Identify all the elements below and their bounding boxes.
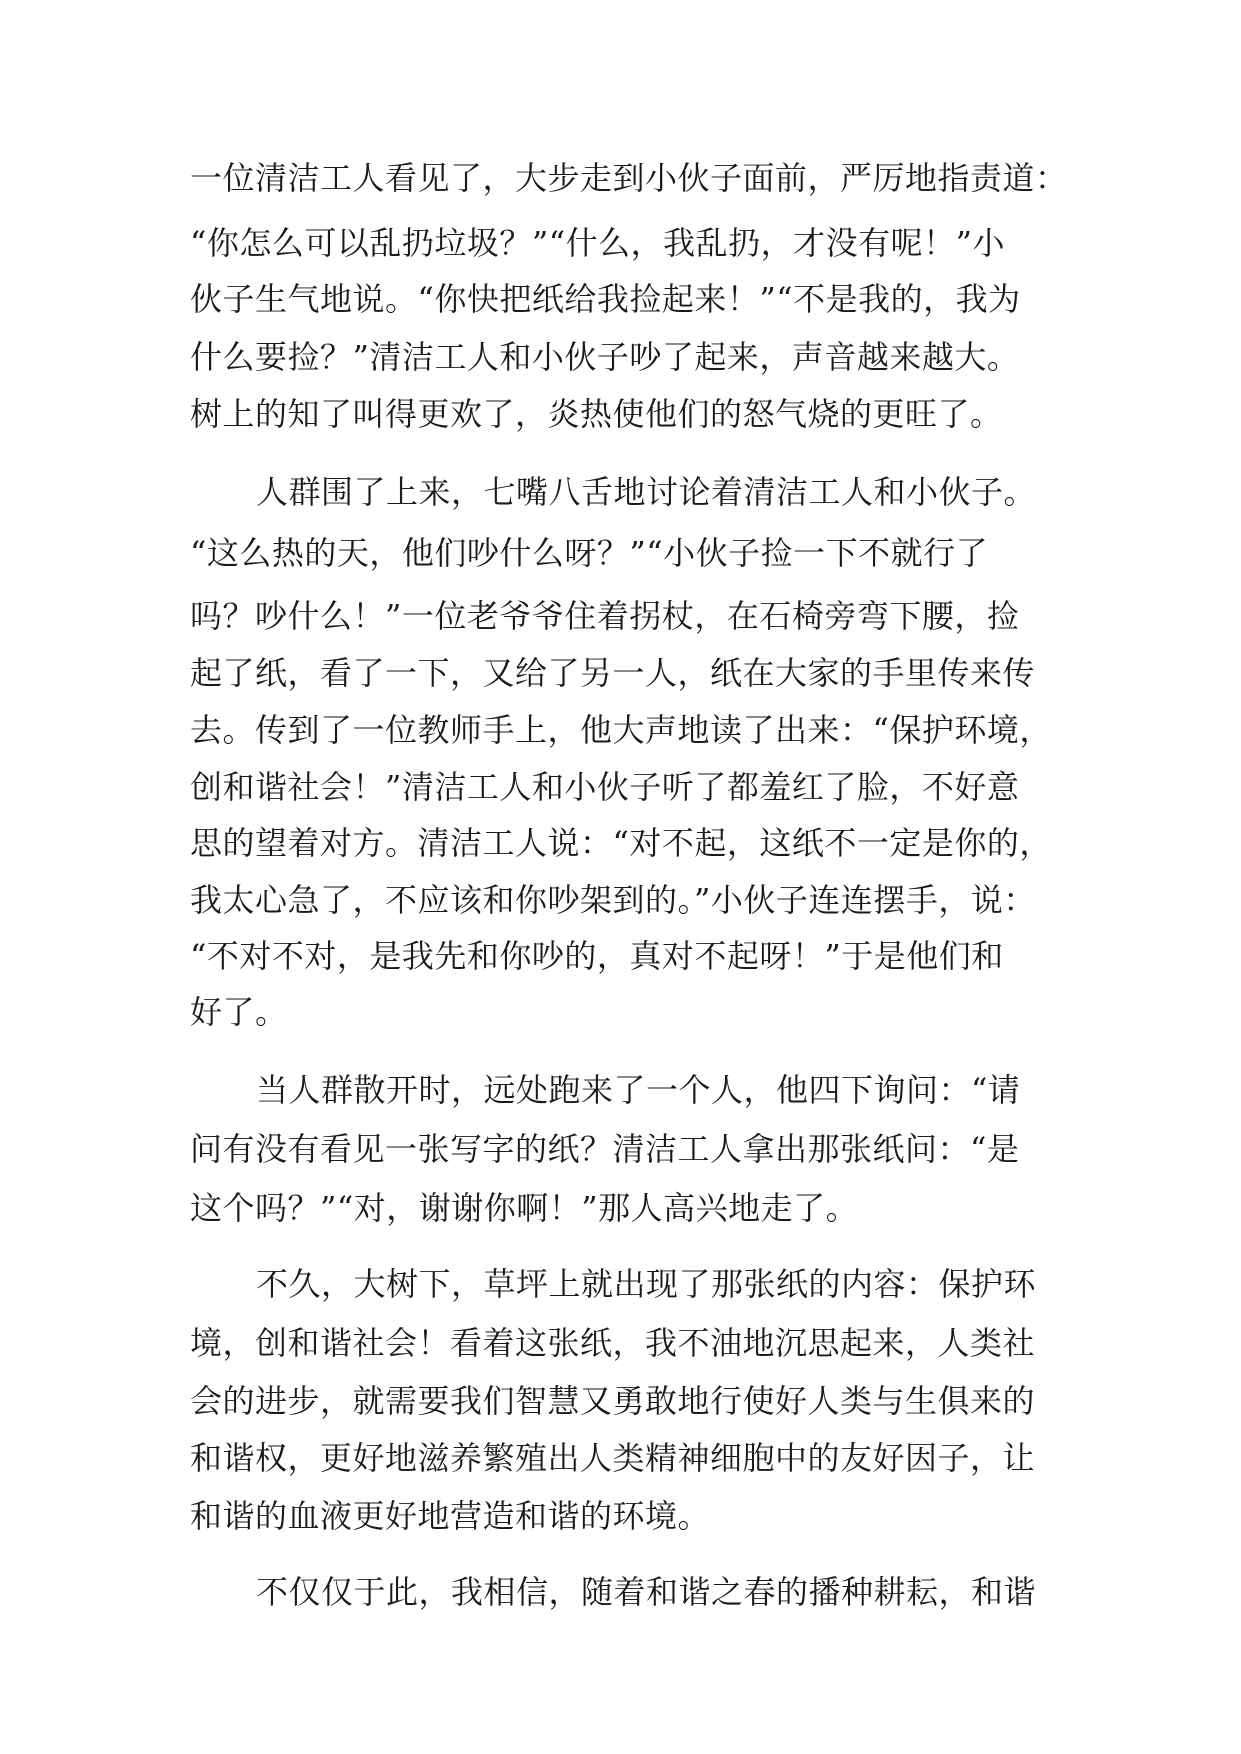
text-line: 什么要捡？”清洁工人和小伙子吵了起来，声音越来越大。 bbox=[190, 338, 1020, 376]
text-line: 去。传到了一位教师手上，他大声地读了出来：“保护环境， bbox=[190, 711, 1052, 749]
text-line: “这么热的天，他们吵什么呀？”“小伙子捡一下不就行了 bbox=[190, 534, 989, 572]
text-line: 当人群散开时，远处跑来了一个人，他四下询问：“请 bbox=[256, 1071, 1021, 1109]
text-line: 思的望着对方。清洁工人说：“对不起，这纸不一定是你的， bbox=[190, 824, 1052, 862]
text-line: 问有没有看见一张写字的纸？清洁工人拿出那张纸问：“是 bbox=[190, 1130, 1020, 1168]
text-line: 不仅仅于此，我相信，随着和谐之春的播种耕耘，和谐 bbox=[256, 1573, 1037, 1611]
text-line: “不对不对，是我先和你吵的，真对不起呀！”于是他们和 bbox=[190, 937, 1004, 975]
text-line: 创和谐社会！”清洁工人和小伙子听了都羞红了脸，不好意 bbox=[190, 768, 1020, 806]
text-line: 好了。 bbox=[190, 993, 288, 1031]
text-line: 境，创和谐社会！看着这张纸，我不油地沉思起来，人类社 bbox=[190, 1324, 1036, 1362]
text-line: 和谐的血液更好地营造和谐的环境。 bbox=[190, 1497, 711, 1535]
text-line: 吗？吵什么！”一位老爷爷住着拐杖，在石椅旁弯下腰，捡 bbox=[190, 597, 1020, 635]
text-line: 一位清洁工人看见了，大步走到小伙子面前，严厉地指责道： bbox=[190, 159, 1068, 197]
text-line: 起了纸，看了一下，又给了另一人，纸在大家的手里传来传 bbox=[190, 654, 1036, 692]
text-line: “你怎么可以乱扔垃圾？”“什么，我乱扔，才没有呢！”小 bbox=[190, 224, 1005, 262]
text-line: 和谐权，更好地滋养繁殖出人类精神细胞中的友好因子，让 bbox=[190, 1439, 1036, 1477]
text-line: 树上的知了叫得更欢了，炎热使他们的怒气烧的更旺了。 bbox=[190, 395, 1003, 433]
text-line: 人群围了上来，七嘴八舌地讨论着清洁工人和小伙子。 bbox=[256, 473, 1037, 511]
text-line: 这个吗？”“对，谢谢你啊！”那人高兴地走了。 bbox=[190, 1189, 859, 1227]
text-line: 不久，大树下，草坪上就出现了那张纸的内容：保护环 bbox=[256, 1265, 1037, 1303]
text-line: 会的进步，就需要我们智慧又勇敢地行使好人类与生俱来的 bbox=[190, 1382, 1036, 1420]
text-line: 伙子生气地说。“你快把纸给我捡起来！”“不是我的，我为 bbox=[190, 280, 1021, 318]
text-line: 我太心急了，不应该和你吵架到的。”小伙子连连摆手，说： bbox=[190, 881, 1036, 919]
